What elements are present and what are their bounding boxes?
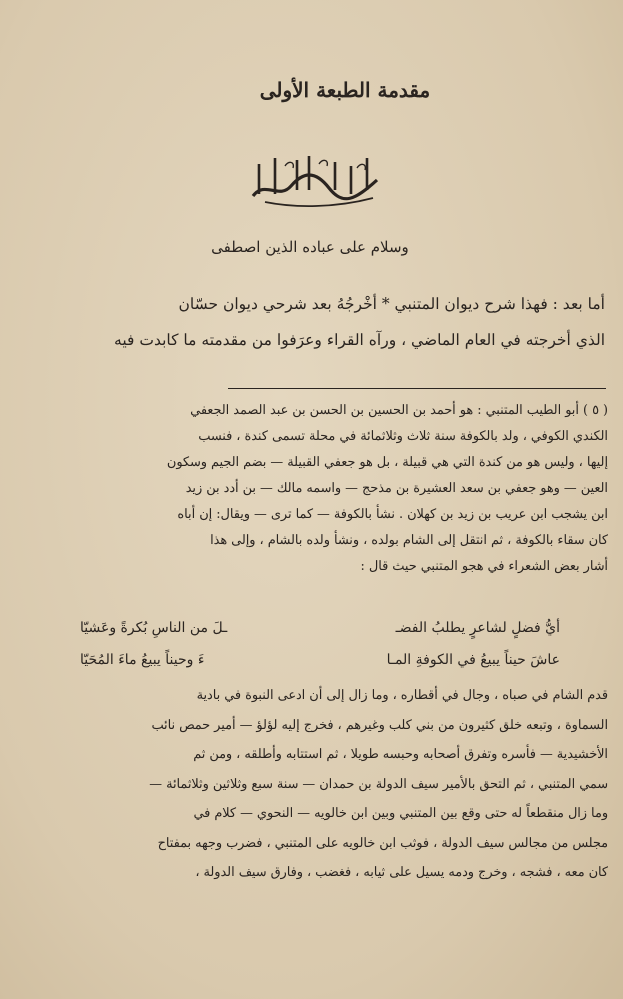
poem-verse [80, 652, 560, 668]
intro-line: الذي أخرجته في العام الماضي ، ورآه القراء وعرَفوا من مقدمته ما كابدت فيه [114, 331, 605, 349]
footnote-divider [228, 388, 606, 389]
footnote-line: إليها ، وليس هو من كندة التي هي قبيلة ، بل هو جعفي القبيلة — بضم الجيم وسكون [166, 455, 608, 470]
footnote-line: ( ٥ ) أبو الطيب المتنبي : هو أحمد بن الحسين بن الحسن بن عبد الصمد الجعفي [190, 403, 608, 418]
intro-line: أما بعد : فهذا شرح ديوان المتنبي * أخْرجُهُ بعد شرحي ديوان حسّان [178, 295, 605, 313]
biography-line: سمي المتنبي ، ثم التحق بالأمير سيف الدولة بن حمدان — سنة سبع وثلاثين وثلاثمائة — [149, 776, 608, 792]
page-heading: مقدمة الطبعة الأولى [259, 78, 431, 102]
footnote-block [36, 398, 608, 580]
verse-first-hemistich: أيُّ فضلٍ لشاعرٍ يطلبُ الفضـ [395, 620, 560, 636]
biography-line: الأخشيدية — فأسره وتفرق أصحابه وحبسه طويلا ، ثم استتابه وأطلقه ، ومن ثم [193, 747, 608, 762]
biography-paragraph [34, 681, 608, 888]
footnote-line: الكندي الكوفي ، ولد بالكوفة سنة ثلاث وثلاثمائة في محلة تسمى كندة ، فنسب [198, 429, 608, 444]
footnote-line: ابن يشجب ابن عريب بن زيد بن كهلان . نشأ بالكوفة — كما ترى — ويقال: إن أباه [177, 507, 608, 522]
salam-line: وسلام على عباده الذين اصطفى [211, 238, 409, 256]
footnote-line: العين — وهو جعفي بن سعد العشيرة بن مذحج — واسمه مالك — بن أدد بن زيد [185, 481, 608, 496]
footnote-line: أشار بعض الشعراء في هجو المتنبي حيث قال : [360, 559, 608, 574]
intro-paragraph [30, 286, 605, 358]
poem-verse [80, 620, 560, 636]
biography-line: مجلس من مجالس سيف الدولة ، فوثب ابن خالويه على المتنبي ، فضرب وجهه بمفتاح [157, 835, 608, 851]
biography-line: كان معه ، فشجه ، وخرج ودمه يسيل على ثيابه ، فغضب ، وفارق سيف الدولة ، [195, 865, 608, 880]
biography-line: قدم الشام في صباه ، وجال في أقطاره ، وما زال إلى أن ادعى النبوة في بادية [196, 688, 608, 703]
biography-line: السماوة ، وتبعه خلق كثيرون من بني كلب وغيرهم ، فخرج إليه لؤلؤ — أمير حمص نائب [151, 717, 608, 733]
biography-line: وما زال منقطعاً له حتى وقع بين المتنبي وبين ابن خالويه — النحوي — كلام في [193, 806, 608, 821]
footnote-line: كان سقاء بالكوفة ، ثم انتقل إلى الشام بولده ، ونشأ ولده بالشام ، وإلى هذا [210, 533, 608, 548]
verse-first-hemistich: عاشَ حيناً يبيعُ في الكوفةِ المـا [386, 652, 560, 668]
verse-second-hemistich: ـلَ من الناسِ بُكرةً وعَشيّا [80, 620, 228, 636]
verse-second-hemistich: ءَ وحيناً يبيعُ ماءَ المُحَيّا [80, 652, 205, 668]
basmala-calligraphy [245, 150, 385, 208]
